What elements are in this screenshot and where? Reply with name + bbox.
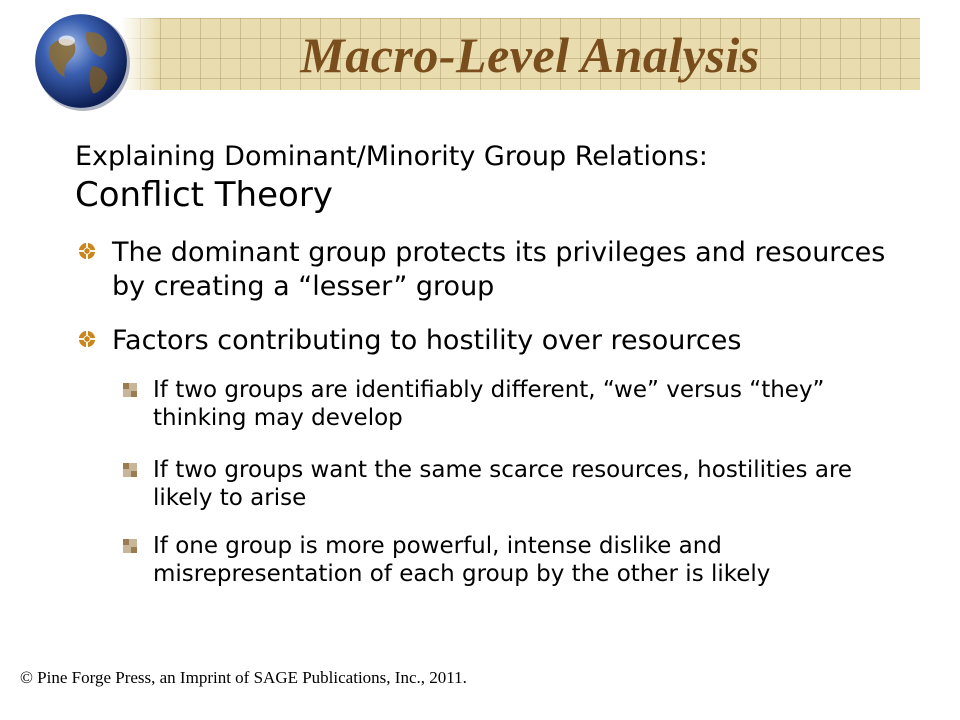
intro-heading [75,140,915,216]
bullet-item [75,236,905,304]
bullet-item [75,324,905,358]
subbullet-text: If two groups are identifiably different, “we” versus “they” thinking may develop [153,377,825,431]
sun-bullet-icon [78,242,96,260]
copyright-footer: © Pine Forge Press, an Imprint of SAGE Publications, Inc., 2011. [20,668,467,687]
subbullet-item [118,532,908,588]
bullet-text: Factors contributing to hostility over resources [112,325,742,356]
square-bullet-icon [123,383,137,397]
square-bullet-icon [123,463,137,477]
bullet-text: The dominant group protects its privileges and resources by creating a “lesser” group [112,237,886,302]
subbullet-text: If one group is more powerful, intense dislike and misrepresentation of each group by the other is likely [153,533,771,587]
subbullet-item [118,376,908,432]
square-bullet-icon [123,539,137,553]
subbullet-text: If two groups want the same scarce resources, hostilities are likely to arise [153,457,853,511]
intro-line-1: Explaining Dominant/Minority Group Relations: [75,141,708,172]
intro-line-2: Conflict Theory [75,175,333,215]
sun-bullet-icon [78,330,96,348]
globe-icon [30,10,132,112]
slide-title: Macro-Level Analysis [300,27,760,83]
subbullet-item [118,456,908,512]
